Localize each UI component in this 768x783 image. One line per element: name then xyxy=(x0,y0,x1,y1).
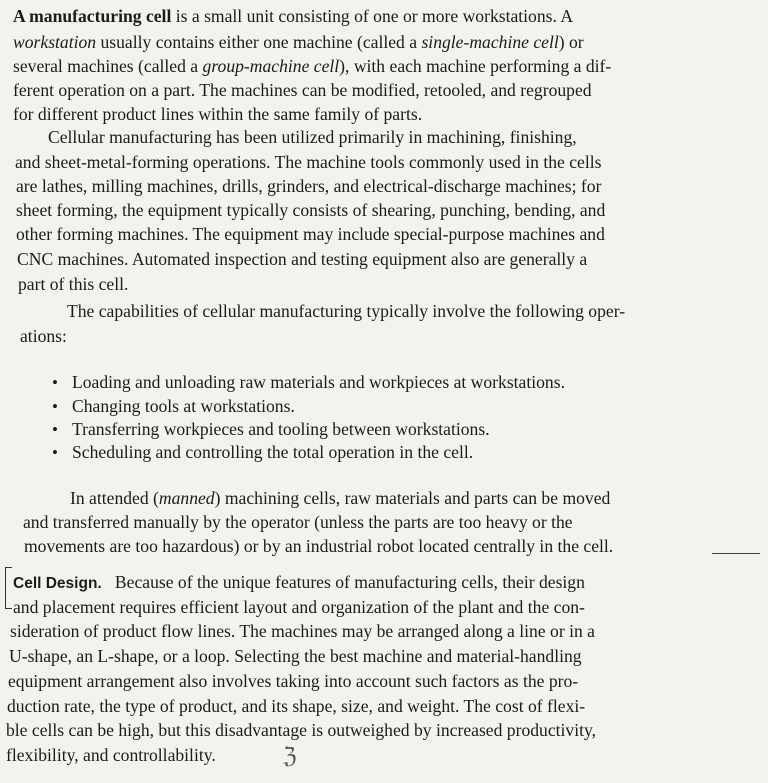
bullet-dot: • xyxy=(52,443,58,462)
p2-line-7: part of this cell. xyxy=(18,274,129,294)
cell-design-line-1 xyxy=(13,572,585,594)
p1-text-3: ) or xyxy=(558,32,584,52)
term-workstation: workstation xyxy=(13,32,97,52)
section-heading: Cell Design. xyxy=(13,575,102,592)
bracket-mark xyxy=(5,567,12,609)
p2-line-5: other forming machines. The equipment may include special-purpose machines and xyxy=(16,224,605,244)
p4-line-3: movements are too hazardous) or by an industrial robot located centrally in the cell. xyxy=(24,536,614,556)
p1-text-1: is a small unit consisting of one or more workstations. A xyxy=(171,6,574,26)
p2-line-6: CNC machines. Automated inspection and testing equipment also are generally a xyxy=(17,249,588,269)
underline-mark xyxy=(712,553,760,554)
cell-design-line-7: ble cells can be high, but this disadvantage is outweighed by increased productivity, xyxy=(6,720,597,740)
term-manufacturing-cell: A manufacturing cell xyxy=(13,6,172,26)
p1-line-1 xyxy=(13,6,573,27)
cell-design-text-1: Because of the unique features of manufacturing cells, their design xyxy=(114,572,585,592)
p1-line-5: for different product lines within the same family of parts. xyxy=(13,104,423,124)
p4-text-1a: In attended ( xyxy=(70,488,159,508)
p1-text-3a: several machines (called a xyxy=(13,56,203,76)
bullet-item-3: Transferring workpieces and tooling between workstations. xyxy=(72,419,490,439)
bullet-item-4: Scheduling and controlling the total operation in the cell. xyxy=(72,442,474,462)
cell-design-line-5: equipment arrangement also involves taking into account such factors as the pro- xyxy=(8,671,579,691)
cell-design-line-6: duction rate, the type of product, and its shape, size, and weight. The cost of flexi- xyxy=(7,696,586,716)
p3-line-1: The capabilities of cellular manufacturing typically involve the following oper- xyxy=(67,301,626,321)
cell-design-line-2: and placement requires efficient layout and organization of the plant and the con- xyxy=(13,597,585,617)
p4-text-1b: ) machining cells, raw materials and parts can be moved xyxy=(214,488,611,508)
term-single-machine-cell: single-machine cell xyxy=(421,32,559,52)
p1-text-2: usually contains either one machine (called a xyxy=(96,32,422,52)
p2-line-4: sheet forming, the equipment typically consists of shearing, punching, bending, and xyxy=(16,200,606,220)
cell-design-line-4: U-shape, an L-shape, or a loop. Selecting the best machine and material-handling xyxy=(9,646,582,666)
p1-line-3 xyxy=(13,56,611,77)
bullet-dot: • xyxy=(52,420,58,439)
p1-line-4: ferent operation on a part. The machines can be modified, retooled, and regrouped xyxy=(13,80,592,100)
bullet-item-1: Loading and unloading raw materials and workpieces at workstations. xyxy=(72,372,565,392)
term-manned: manned xyxy=(158,488,215,508)
p2-line-1: Cellular manufacturing has been utilized primarily in machining, finishing, xyxy=(48,127,577,147)
p1-text-3b: ), with each machine performing a dif- xyxy=(339,56,612,76)
term-group-machine-cell: group-machine cell xyxy=(202,56,340,76)
p3-line-2: ations: xyxy=(20,326,67,346)
cell-design-line-3: sideration of product flow lines. The machines may be arranged along a line or in a xyxy=(10,621,595,641)
bullet-dot: • xyxy=(52,373,58,392)
cell-design-line-8: flexibility, and controllability. xyxy=(6,745,216,765)
p2-line-3: are lathes, milling machines, drills, grinders, and electrical-discharge machines; for xyxy=(16,176,602,196)
bullet-dot: • xyxy=(52,397,58,416)
p1-line-2 xyxy=(13,32,584,53)
p4-line-1 xyxy=(70,488,610,509)
p4-line-2: and transferred manually by the operator (unless the parts are too heavy or the xyxy=(23,512,573,532)
closing-bracket-mark: ℨ xyxy=(283,744,297,769)
p2-line-2: and sheet-metal-forming operations. The machine tools commonly used in the cells xyxy=(15,152,602,172)
bullet-item-2: Changing tools at workstations. xyxy=(72,396,295,416)
